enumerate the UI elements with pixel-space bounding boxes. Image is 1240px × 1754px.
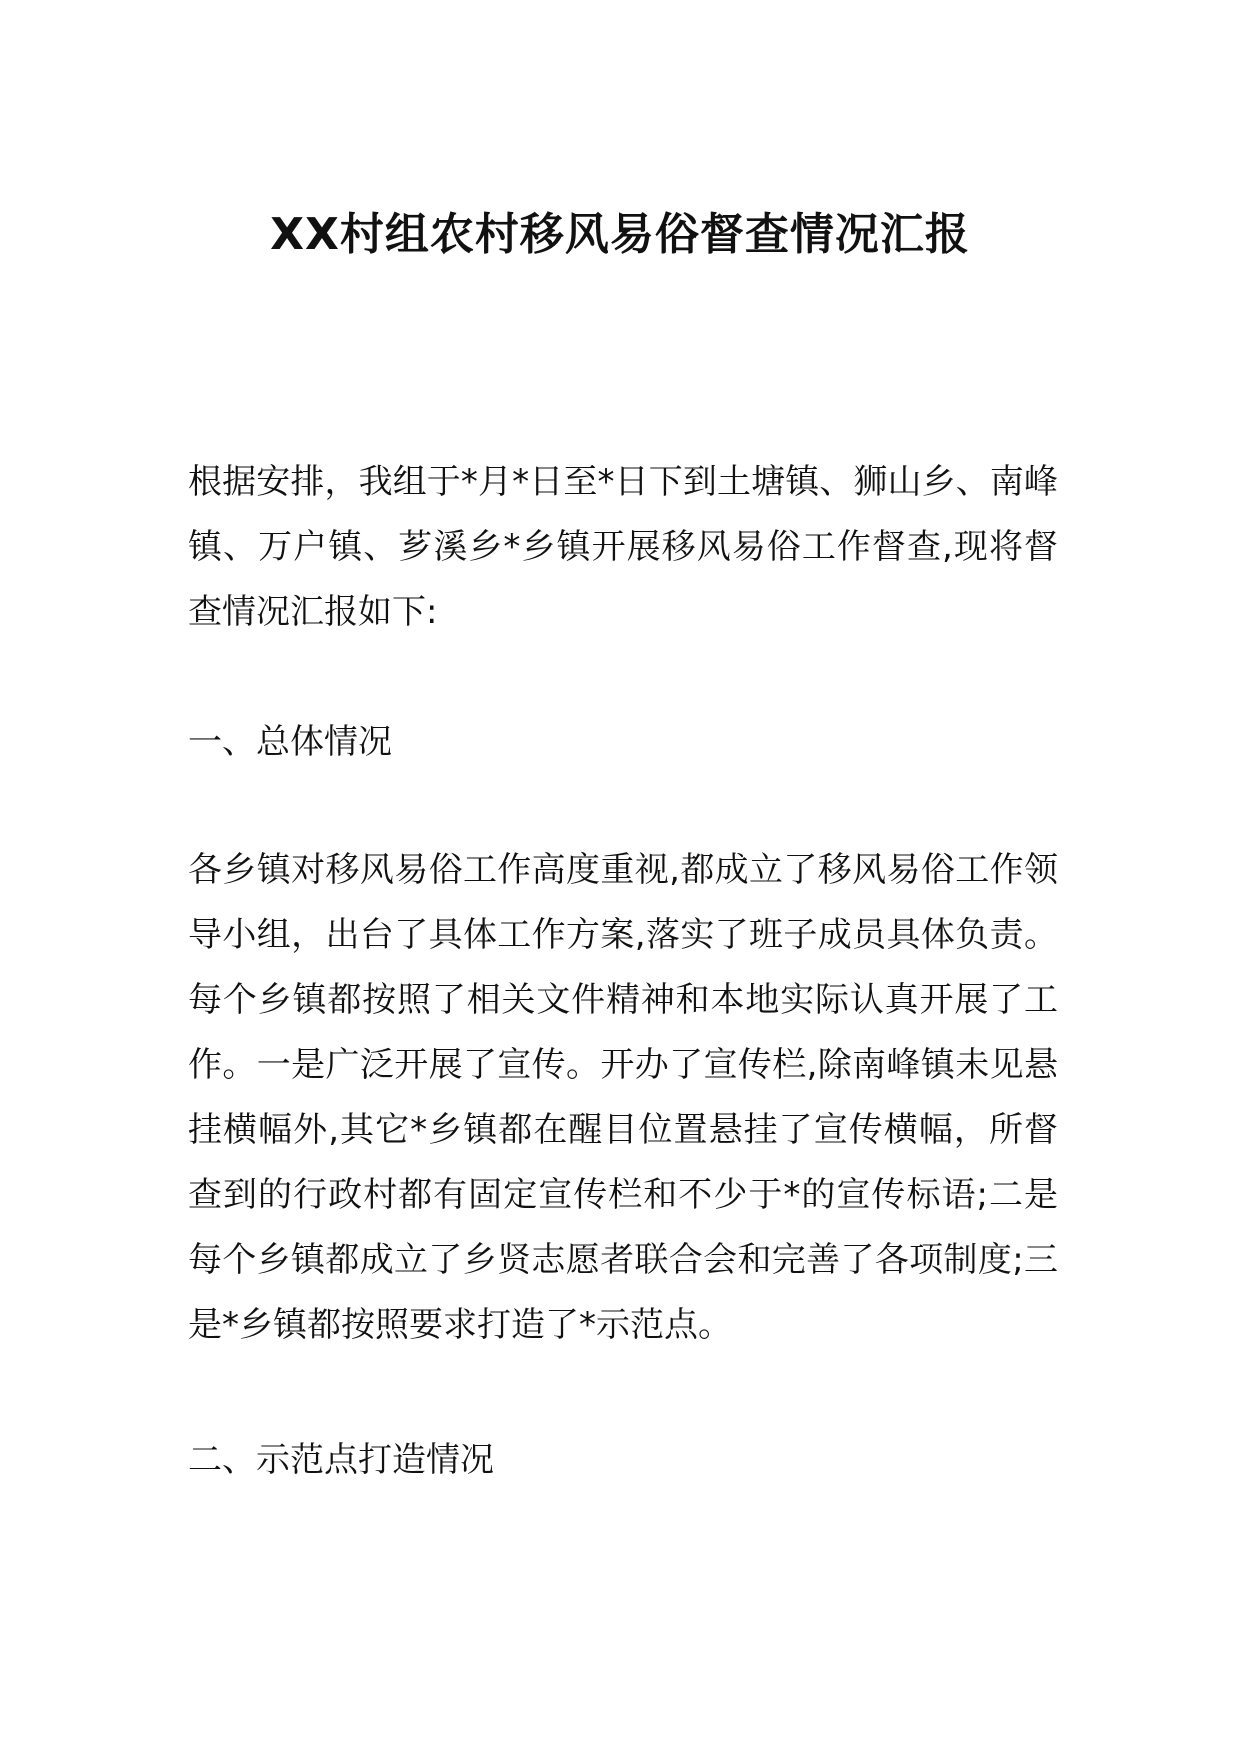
section-heading-demonstration: 二、示范点打造情况 — [188, 1440, 494, 1480]
document-title: XX村组农村移风易俗督查情况汇报 — [270, 209, 970, 260]
section-body-overall: 各乡镇对移风易俗工作高度重视,都成立了移风易俗工作领导小组，出台了具体工作方案,落实了班子成员具体负责。每个乡镇都按照了相关文件精神和本地实际认真开展了工作。一是广泛开展了宣传。开办了宣传栏,除南峰镇未见悬挂横幅外,其它*乡镇都在醒目位置悬挂了宣传横幅，所督查到的行政村都有固定宣传栏和不少于*的宣传标语;二是每个乡镇都成立了乡贤志愿者联合会和完善了各项制度;三是*乡镇都按照要求打造了*示范点。 — [188, 850, 1058, 1345]
section-heading-overall: 一、总体情况 — [188, 722, 392, 762]
intro-paragraph: 根据安排，我组于*月*日至*日下到土塘镇、狮山乡、南峰镇、万户镇、芗溪乡*乡镇开展移风易俗工作督查,现将督查情况汇报如下: — [188, 462, 1058, 632]
